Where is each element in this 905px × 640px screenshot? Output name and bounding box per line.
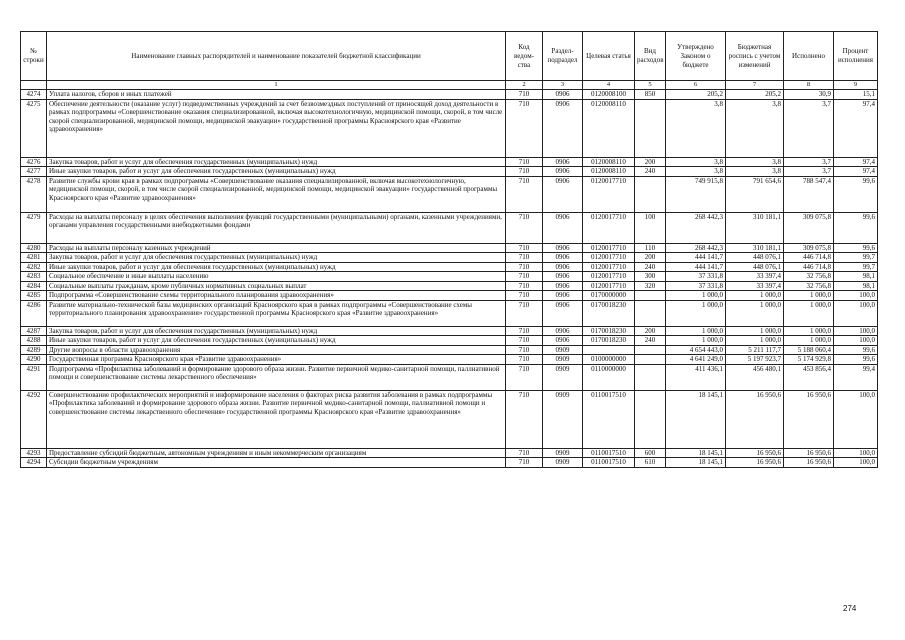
execution-percent: 99,6 [834,243,878,253]
section-code: 0909 [543,458,583,468]
schedule-amount: 791 654,6 [726,176,784,212]
indicator-name: Совершенствование профилактических мероприятий и информирование населения о факторах риска развития заболевания в рамках подпрограммы «Профилактика заболеваний и формирование здорового образа жизни. Развитие первичной медико-санитарной помощи, паллиативной помощи и совершенствование системы лекарственного обеспечения» государственной программы Красноярского края «Развитие здравоохранения» [47,390,506,448]
table-row [21,167,878,177]
header-department-code: Код ведом- ства [506,32,543,81]
expense-type: 320 [635,281,666,291]
department-code: 710 [506,336,543,346]
section-code: 0906 [543,90,583,100]
section-code: 0906 [543,157,583,167]
table-row [21,176,878,212]
expense-type [635,291,666,301]
row-number: 4284 [21,281,47,291]
row-number: 4276 [21,157,47,167]
schedule-amount: 16 950,6 [726,448,784,458]
schedule-amount: 33 397,4 [726,281,784,291]
target-article: 0120008110 [583,157,635,167]
table-row [21,281,878,291]
indicator-name: Обеспечение деятельности (оказание услуг) подведомственных учреждений за счет безвозмездных поступлений от приносящей доход деятельности в рамках подпрограммы «Совершенствование оказания специализированной, включая высокотехнологичную, медицинской помощи, скорой, в том числе скорой специализированной, медицинской помощи, медицинской эвакуации» государственной программы Красноярского края «Развитие здравоохранения» [47,99,506,157]
department-code: 710 [506,364,543,390]
indicator-name: Другие вопросы в области здравоохранения [47,345,506,355]
table-row [21,326,878,336]
department-code: 710 [506,90,543,100]
executed-amount: 16 950,6 [784,458,834,468]
department-code: 710 [506,458,543,468]
executed-amount: 1 000,0 [784,291,834,301]
row-number: 4280 [21,243,47,253]
department-code: 710 [506,176,543,212]
schedule-amount: 5 211 117,7 [726,345,784,355]
approved-amount: 18 145,1 [666,390,726,448]
department-code: 710 [506,345,543,355]
department-code: 710 [506,212,543,243]
schedule-amount: 33 397,4 [726,272,784,282]
target-article: 0120008110 [583,167,635,177]
indicator-name: Социальное обеспечение и иные выплаты населению [47,272,506,282]
executed-amount: 3,7 [784,167,834,177]
execution-percent: 99,7 [834,262,878,272]
department-code: 710 [506,272,543,282]
column-index: 2 [506,81,543,90]
header-target-article: Целевая статья [583,32,635,81]
executed-amount: 309 075,8 [784,243,834,253]
section-code: 0909 [543,355,583,365]
column-index: 7 [726,81,784,90]
header-name: Наименование главных распорядителей и наименование показателей бюджетной классификации [47,32,506,81]
section-code: 0909 [543,448,583,458]
header-approved: Утверждено Законом о бюджете [666,32,726,81]
table-row [21,336,878,346]
expense-type: 240 [635,262,666,272]
execution-percent: 98,1 [834,281,878,291]
row-number: 4287 [21,326,47,336]
expense-type [635,176,666,212]
department-code: 710 [506,448,543,458]
executed-amount: 788 547,4 [784,176,834,212]
row-number: 4290 [21,355,47,365]
indicator-name: Развитие службы крови края в рамках подпрограммы «Совершенствование оказания специализированной, включая высокотехнологичную, медицинской помощи, скорой, в том числе скорой специализированной, медицинской помощи, медицинской эвакуации» государственной программы Красноярского края «Развитие здравоохранения» [47,176,506,212]
expense-type: 100 [635,212,666,243]
schedule-amount: 16 950,6 [726,390,784,448]
target-article: 0120017710 [583,272,635,282]
department-code: 710 [506,281,543,291]
executed-amount: 1 000,0 [784,300,834,326]
section-code: 0906 [543,243,583,253]
executed-amount: 5 188 060,4 [784,345,834,355]
execution-percent: 100,0 [834,326,878,336]
row-number: 4292 [21,390,47,448]
column-index: 8 [784,81,834,90]
approved-amount: 444 141,7 [666,262,726,272]
approved-amount: 37 331,8 [666,272,726,282]
expense-type: 610 [635,458,666,468]
expense-type: 600 [635,448,666,458]
header-percent: Процент исполнения [834,32,878,81]
executed-amount: 16 950,6 [784,448,834,458]
approved-amount: 749 915,8 [666,176,726,212]
row-number: 4293 [21,448,47,458]
execution-percent: 99,6 [834,212,878,243]
executed-amount: 30,9 [784,90,834,100]
department-code: 710 [506,253,543,263]
row-number: 4281 [21,253,47,263]
table-row [21,157,878,167]
department-code: 710 [506,300,543,326]
section-code: 0909 [543,390,583,448]
approved-amount: 18 145,1 [666,458,726,468]
target-article: 0120017710 [583,176,635,212]
table-header-row [21,32,878,81]
schedule-amount: 310 181,1 [726,212,784,243]
table-row [21,448,878,458]
schedule-amount: 448 076,1 [726,262,784,272]
schedule-amount: 3,8 [726,157,784,167]
approved-amount: 1 000,0 [666,326,726,336]
approved-amount: 1 000,0 [666,291,726,301]
indicator-name: Социальные выплаты гражданам, кроме публичных нормативных социальных выплат [47,281,506,291]
row-number: 4283 [21,272,47,282]
department-code: 710 [506,262,543,272]
indicator-name: Субсидии бюджетным учреждениям [47,458,506,468]
execution-percent: 99,7 [834,253,878,263]
indicator-name: Предоставление субсидий бюджетным, автономным учреждениям и иным некоммерческим организациям [47,448,506,458]
department-code: 710 [506,167,543,177]
row-number: 4279 [21,212,47,243]
indicator-name: Закупка товаров, работ и услуг для обеспечения государственных (муниципальных) нужд [47,326,506,336]
indicator-name: Подпрограмма «Совершенствование схемы территориального планирования здравоохранения» [47,291,506,301]
indicator-name: Иные закупки товаров, работ и услуг для обеспечения государственных (муниципальных) нужд [47,167,506,177]
approved-amount: 37 331,8 [666,281,726,291]
indicator-name: Расходы на выплаты персоналу в целях обеспечения выполнения функций государственными (муниципальными) органами, казенными учреждениями, органами управления государственными внебюджетными фондами [47,212,506,243]
executed-amount: 32 756,8 [784,272,834,282]
schedule-amount: 1 000,0 [726,336,784,346]
execution-percent: 100,0 [834,448,878,458]
section-code: 0906 [543,336,583,346]
section-code: 0906 [543,253,583,263]
expense-type: 240 [635,167,666,177]
expense-type [635,345,666,355]
execution-percent: 98,1 [834,272,878,282]
row-number: 4286 [21,300,47,326]
target-article: 0170018230 [583,300,635,326]
executed-amount: 16 950,6 [784,390,834,448]
approved-amount: 4 641 249,0 [666,355,726,365]
approved-amount: 1 000,0 [666,300,726,326]
row-number: 4282 [21,262,47,272]
section-code: 0909 [543,364,583,390]
target-article: 0120017710 [583,243,635,253]
department-code: 710 [506,355,543,365]
execution-percent: 99,4 [834,364,878,390]
section-code: 0906 [543,99,583,157]
indicator-name: Закупка товаров, работ и услуг для обеспечения государственных (муниципальных) нужд [47,157,506,167]
row-number: 4285 [21,291,47,301]
table-row [21,364,878,390]
expense-type [635,99,666,157]
approved-amount: 1 000,0 [666,336,726,346]
approved-amount: 3,8 [666,167,726,177]
approved-amount: 3,8 [666,157,726,167]
target-article: 0120008100 [583,90,635,100]
section-code: 0906 [543,326,583,336]
schedule-amount: 3,8 [726,99,784,157]
expense-type: 110 [635,243,666,253]
section-code: 0906 [543,272,583,282]
indicator-name: Развитие материально-технической базы медицинских организаций Красноярского края в рамках подпрограммы «Совершенствование схемы территориального планирования здравоохранения» государственной программы Красноярского края «Развитие здравоохранения» [47,300,506,326]
approved-amount: 4 654 443,0 [666,345,726,355]
schedule-amount: 5 197 923,7 [726,355,784,365]
section-code: 0906 [543,300,583,326]
approved-amount: 18 145,1 [666,448,726,458]
table-row [21,272,878,282]
approved-amount: 411 436,1 [666,364,726,390]
execution-percent: 15,1 [834,90,878,100]
section-code: 0906 [543,176,583,212]
execution-percent: 99,6 [834,345,878,355]
schedule-amount: 456 480,1 [726,364,784,390]
column-index: 4 [583,81,635,90]
table-row [21,243,878,253]
schedule-amount: 1 000,0 [726,326,784,336]
section-code: 0906 [543,262,583,272]
row-number: 4288 [21,336,47,346]
schedule-amount: 205,2 [726,90,784,100]
header-row-number: № строки [21,32,47,81]
execution-percent: 99,6 [834,355,878,365]
target-article: 0120017710 [583,212,635,243]
target-article: 0110000000 [583,364,635,390]
execution-percent: 100,0 [834,390,878,448]
column-index [21,81,47,90]
header-budget-schedule: Бюджетная роспись с учетом изменений [726,32,784,81]
approved-amount: 268 442,3 [666,243,726,253]
budget-table [20,31,878,468]
expense-type [635,390,666,448]
expense-type [635,364,666,390]
header-section: Раздел- подраздел [543,32,583,81]
section-code: 0906 [543,167,583,177]
approved-amount: 3,8 [666,99,726,157]
section-code: 0906 [543,281,583,291]
department-code: 710 [506,326,543,336]
schedule-amount: 310 181,1 [726,243,784,253]
table-row [21,99,878,157]
target-article [583,345,635,355]
execution-percent: 100,0 [834,291,878,301]
column-index: 6 [666,81,726,90]
execution-percent: 97,4 [834,157,878,167]
row-number: 4294 [21,458,47,468]
schedule-amount: 3,8 [726,167,784,177]
executed-amount: 5 174 929,8 [784,355,834,365]
department-code: 710 [506,99,543,157]
expense-type: 240 [635,336,666,346]
executed-amount: 1 000,0 [784,326,834,336]
column-index: 5 [635,81,666,90]
header-executed: Исполнено [784,32,834,81]
row-number: 4289 [21,345,47,355]
table-row [21,390,878,448]
expense-type: 200 [635,157,666,167]
execution-percent: 100,0 [834,300,878,326]
indicator-name: Закупка товаров, работ и услуг для обеспечения государственных (муниципальных) нужд [47,253,506,263]
department-code: 710 [506,157,543,167]
section-code: 0906 [543,212,583,243]
table-row [21,300,878,326]
column-index: 1 [47,81,506,90]
table-row [21,253,878,263]
target-article: 0120017710 [583,262,635,272]
target-article: 0170018230 [583,326,635,336]
executed-amount: 453 856,4 [784,364,834,390]
expense-type: 200 [635,253,666,263]
table-row [21,212,878,243]
expense-type [635,300,666,326]
header-expense-type: Вид расходов [635,32,666,81]
schedule-amount: 1 000,0 [726,300,784,326]
indicator-name: Иные закупки товаров, работ и услуг для обеспечения государственных (муниципальных) нужд [47,336,506,346]
column-index: 9 [834,81,878,90]
table-row [21,355,878,365]
table-row [21,291,878,301]
target-article: 0110017510 [583,448,635,458]
schedule-amount: 448 076,1 [726,253,784,263]
department-code: 710 [506,243,543,253]
schedule-amount: 1 000,0 [726,291,784,301]
row-number: 4275 [21,99,47,157]
executed-amount: 1 000,0 [784,336,834,346]
execution-percent: 97,4 [834,99,878,157]
executed-amount: 446 714,8 [784,253,834,263]
target-article: 0110017510 [583,458,635,468]
approved-amount: 205,2 [666,90,726,100]
target-article: 0170018230 [583,336,635,346]
expense-type [635,355,666,365]
expense-type: 200 [635,326,666,336]
schedule-amount: 16 950,6 [726,458,784,468]
expense-type: 850 [635,90,666,100]
row-number: 4278 [21,176,47,212]
row-number: 4277 [21,167,47,177]
table-body [21,90,878,468]
section-code: 0909 [543,345,583,355]
table-row [21,90,878,100]
execution-percent: 100,0 [834,458,878,468]
target-article: 0120017710 [583,253,635,263]
indicator-name: Иные закупки товаров, работ и услуг для обеспечения государственных (муниципальных) нужд [47,262,506,272]
execution-percent: 100,0 [834,336,878,346]
table-row [21,345,878,355]
executed-amount: 3,7 [784,99,834,157]
indicator-name: Подпрограмма «Профилактика заболеваний и формирование здорового образа жизни. Развитие первичной медико-санитарной помощи, паллиативной помощи и совершенствование системы лекарственного обеспечения» [47,364,506,390]
executed-amount: 309 075,8 [784,212,834,243]
department-code: 710 [506,390,543,448]
indicator-name: Расходы на выплаты персоналу казенных учреждений [47,243,506,253]
row-number: 4291 [21,364,47,390]
executed-amount: 446 714,8 [784,262,834,272]
target-article: 0110017510 [583,390,635,448]
execution-percent: 99,6 [834,176,878,212]
indicator-name: Уплата налогов, сборов и иных платежей [47,90,506,100]
section-code: 0906 [543,291,583,301]
page-number: 274 [843,604,857,613]
approved-amount: 268 442,3 [666,212,726,243]
row-number: 4274 [21,90,47,100]
target-article: 0120017710 [583,281,635,291]
target-article: 0170000000 [583,291,635,301]
executed-amount: 3,7 [784,157,834,167]
target-article: 0120008110 [583,99,635,157]
approved-amount: 444 141,7 [666,253,726,263]
column-index: 3 [543,81,583,90]
indicator-name: Государственная программа Красноярского края «Развитие здравоохранения» [47,355,506,365]
table-row [21,262,878,272]
department-code: 710 [506,291,543,301]
executed-amount: 32 756,8 [784,281,834,291]
table-row [21,458,878,468]
column-index-row [21,81,878,90]
execution-percent: 97,4 [834,167,878,177]
target-article: 0100000000 [583,355,635,365]
expense-type: 300 [635,272,666,282]
